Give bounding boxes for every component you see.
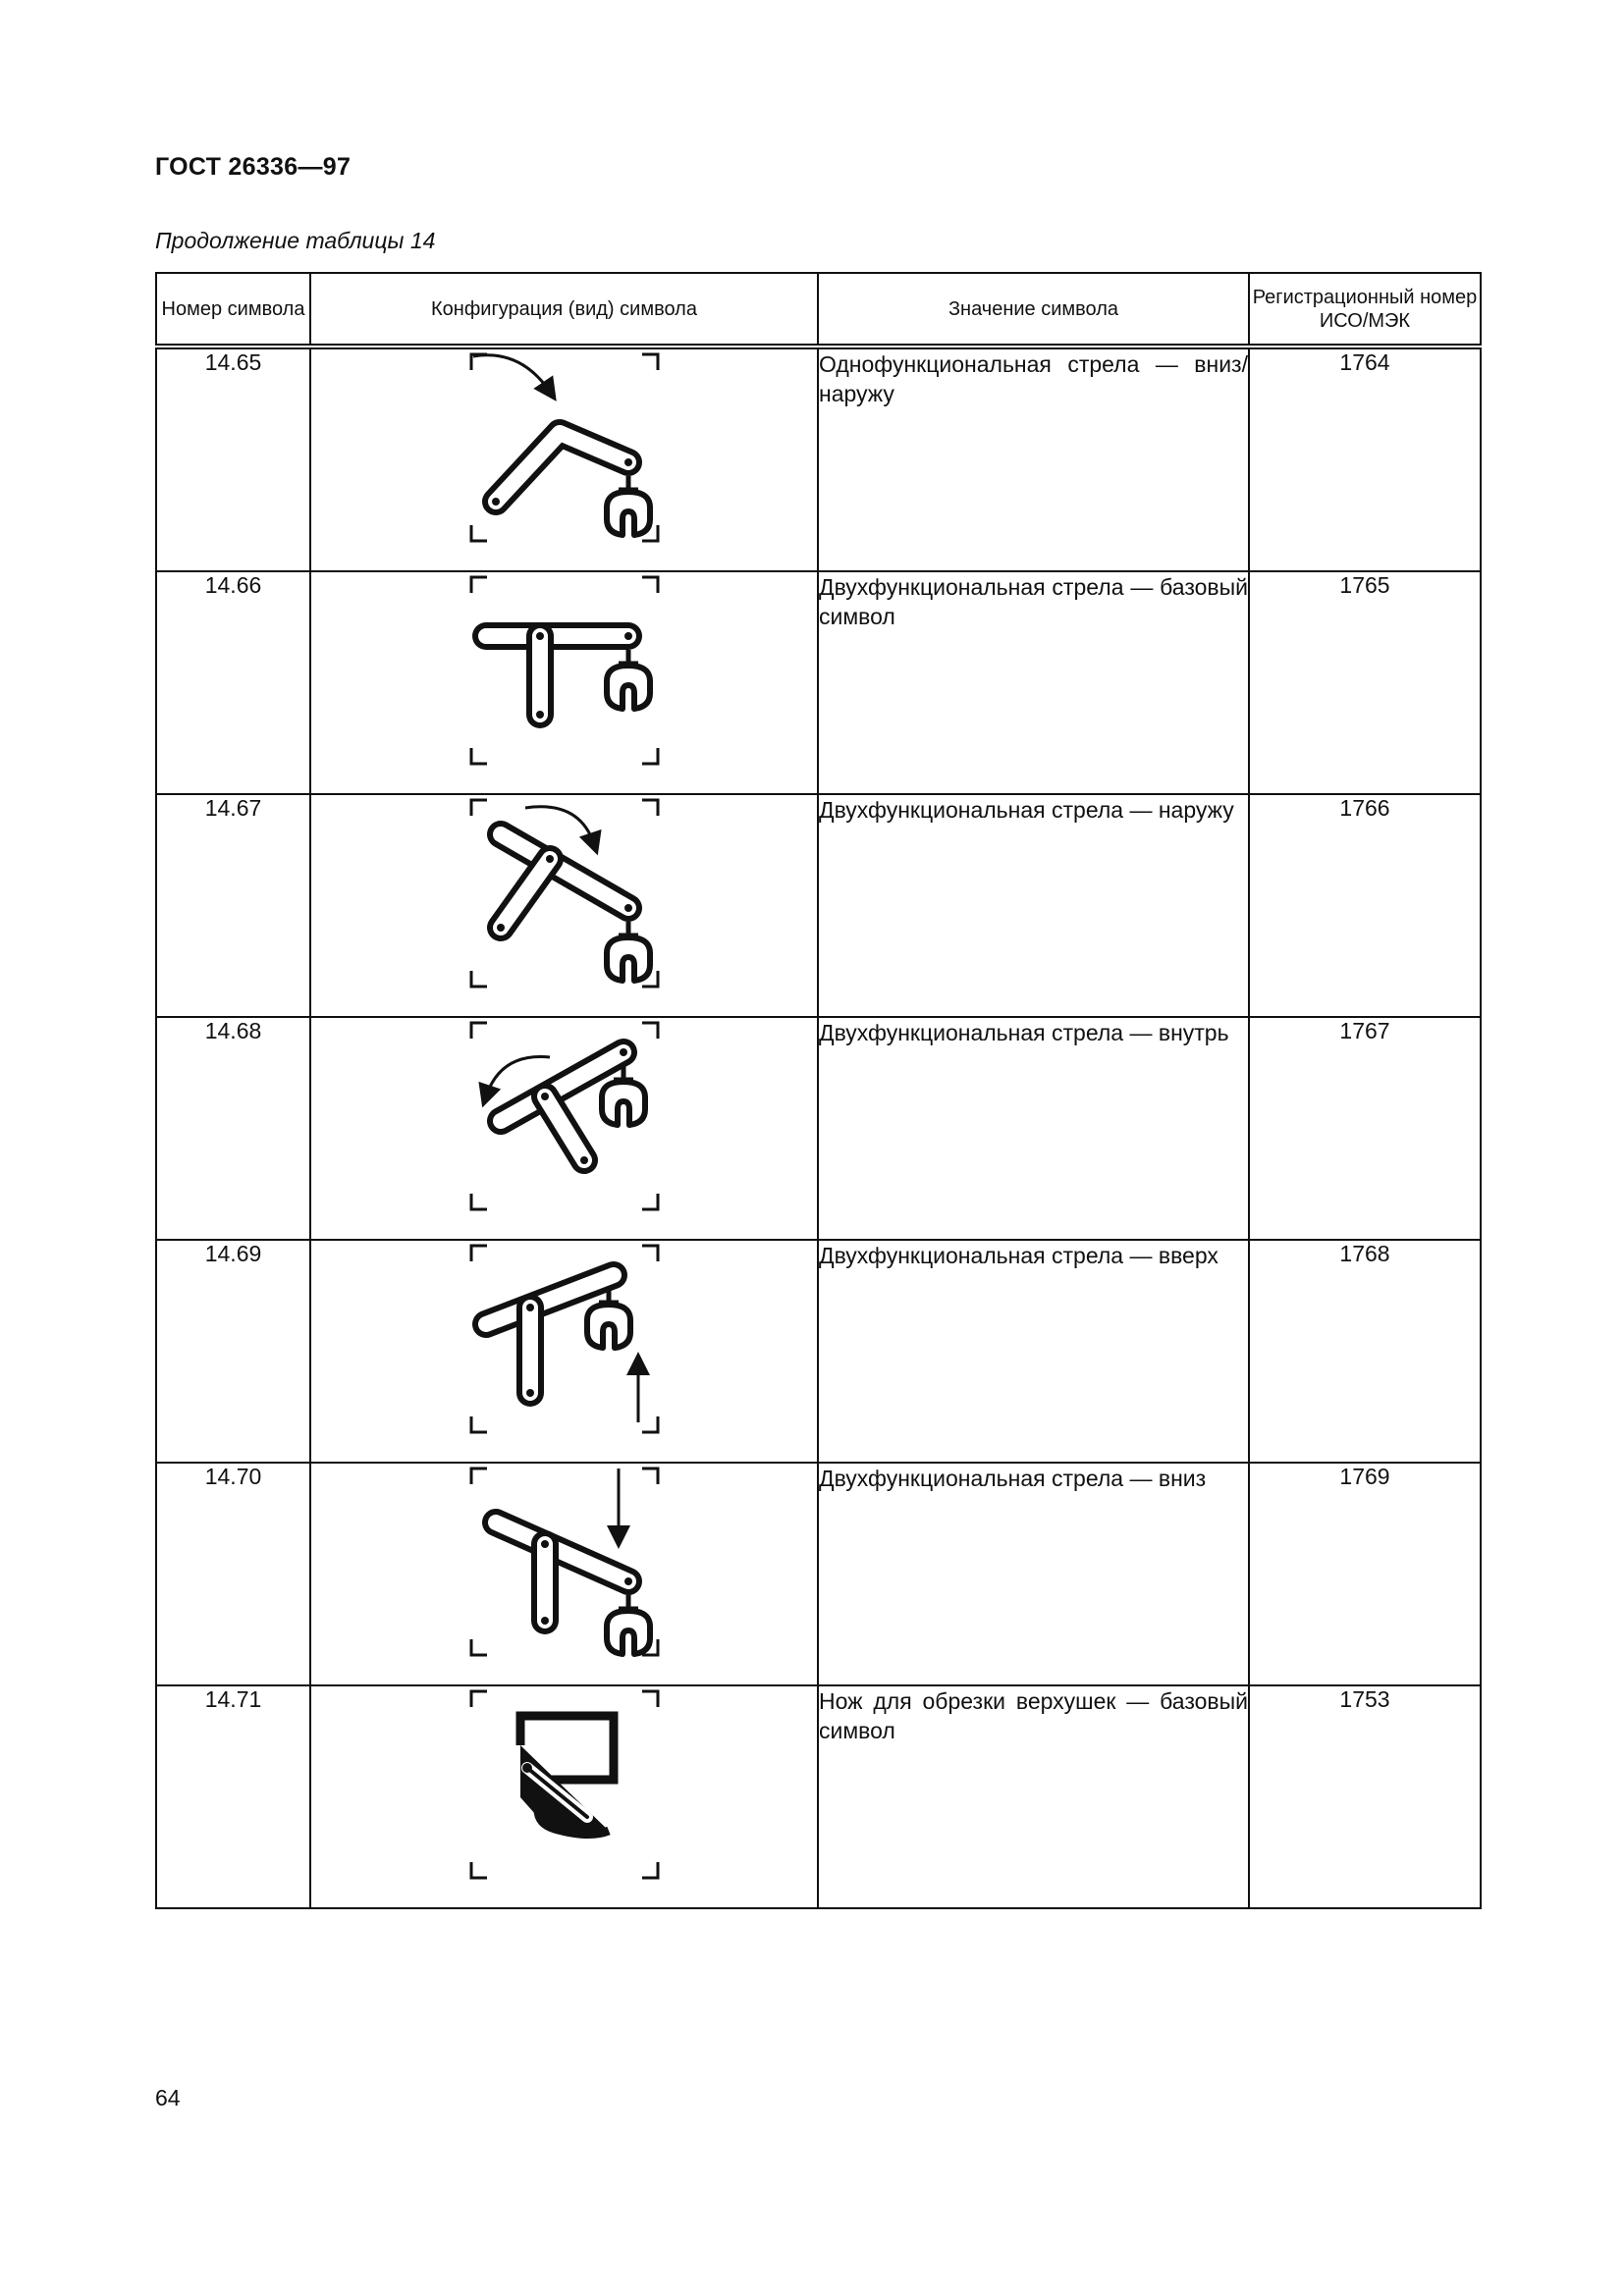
- registration-number: 1769: [1249, 1463, 1481, 1685]
- symbol-number: 14.66: [156, 571, 310, 794]
- symbol-number: 14.65: [156, 347, 310, 571]
- symbol-number: 14.67: [156, 794, 310, 1017]
- page-number: 64: [155, 2085, 181, 2110]
- symbol-meaning: Двухфункциональная стрела — внутрь: [818, 1017, 1249, 1240]
- symbol-number: 14.68: [156, 1017, 310, 1240]
- table-row: [156, 1017, 1481, 1240]
- symbol-number: 14.71: [156, 1685, 310, 1908]
- table-row: [156, 571, 1481, 794]
- table-continuation-label: Продолжение таблицы 14: [155, 228, 436, 253]
- symbol-meaning: Нож для обрезки верхушек — базовый символ: [818, 1685, 1249, 1908]
- registration-number: 1766: [1249, 794, 1481, 1017]
- table-header-row: [156, 273, 1481, 347]
- header-meaning: Значение символа: [818, 273, 1249, 347]
- registration-number: 1764: [1249, 347, 1481, 571]
- symbol-configuration: [310, 1463, 818, 1685]
- symbol-meaning: Двухфункциональная стрела — наружу: [818, 794, 1249, 1017]
- symbols-table: [155, 272, 1482, 1909]
- table-row: [156, 1685, 1481, 1908]
- table-row: [156, 1240, 1481, 1463]
- symbol-number: 14.70: [156, 1463, 310, 1685]
- symbol-configuration: [310, 794, 818, 1017]
- symbol-configuration: [310, 1240, 818, 1463]
- symbol-configuration: [310, 1685, 818, 1908]
- symbol-configuration: [310, 347, 818, 571]
- symbol-configuration: [310, 1017, 818, 1240]
- table-row: [156, 347, 1481, 571]
- table-row: [156, 794, 1481, 1017]
- symbol-meaning: Однофункциональная стрела — вниз/наружу: [818, 347, 1249, 571]
- symbol-meaning: Двухфункциональная стрела — вниз: [818, 1463, 1249, 1685]
- dual-function-boom-base-symbol: [466, 572, 663, 769]
- symbol-number: 14.69: [156, 1240, 310, 1463]
- symbol-configuration: [310, 571, 818, 794]
- registration-number: 1753: [1249, 1685, 1481, 1908]
- registration-number: 1768: [1249, 1240, 1481, 1463]
- dual-function-boom-down-symbol: [466, 1464, 663, 1660]
- symbol-meaning: Двухфункциональная стрела — вверх: [818, 1240, 1249, 1463]
- document-title: ГОСТ 26336—97: [155, 153, 352, 181]
- table-row: [156, 1463, 1481, 1685]
- symbol-meaning: Двухфункциональная стрела — базовый символ: [818, 571, 1249, 794]
- header-registration: Регистрационный номер ИСО/МЭК: [1249, 273, 1481, 347]
- topping-knife-base-symbol: [466, 1686, 663, 1883]
- dual-function-boom-in-symbol: [466, 1018, 663, 1214]
- header-number: Номер символа: [156, 273, 310, 347]
- dual-function-boom-out-symbol: [466, 795, 663, 991]
- header-configuration: Конфигурация (вид) символа: [310, 273, 818, 347]
- registration-number: 1767: [1249, 1017, 1481, 1240]
- dual-function-boom-up-symbol: [466, 1241, 663, 1437]
- registration-number: 1765: [1249, 571, 1481, 794]
- single-function-boom-down-out-symbol: [466, 349, 663, 546]
